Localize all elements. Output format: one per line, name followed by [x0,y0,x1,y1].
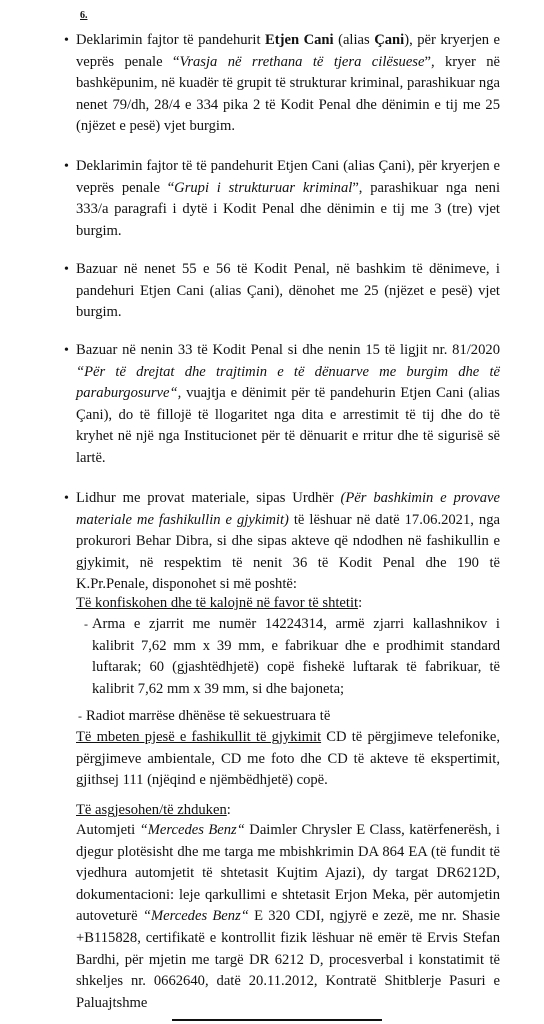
confiscation-heading: Të konfiskohen dhe të kalojnë në favor të shtetit: [76,595,363,611]
defendant-alias: Çani [374,32,405,48]
paragraph-destruction-items: Automjeti “Mercedes Benz“ Daimler Chrysler E Class, katërfenerësh, i djegur plotësisht dhe me targa me mbishkrimin DA 864 EA (të fundit të vjedhura automjetit të shtetasit Kujtim Ajazi), dy targat DR6212D, dokumentacioni: leje qarkullimi e shtetasit Erjon Meka, për automjetin autoveturë “Mercedes Benz“ E 320 CDI, ngjyrë e zezë, me nr. Shasie +B115828, certifikatë e kontrollit fizik lëshuar në emër të Ervis Stefan Bardhi, për mjetin me targë DR 6212 D, procesverbal i konstatimit të shkeljes nr. 0662640, datë 20.11.2012, Kontratë Shitblerje Pasuri e Paluajtshme [76,822,500,1011]
defendant-name: Etjen Cani [265,32,334,48]
order-title: (Për bashkimin e provave materiale me fashikullin e gjykimit) [76,490,500,528]
crime-title: Vrasja në rrethana të tjera cilësuese [179,53,425,70]
paragraph-material-evidence: • Lidhur me provat materiale, sipas Urdhër (Për bashkimin e provave materiale me fashikullin e gjykimit) të lëshuar në datë 17.06.2021, nga prokurori Behar Dibra, si dhe sipas akteve që ndodhen në fashikullin e gjykimit, në respektim të nenit 36 të Kodit Penal dhe 190 të K.Pr.Penale, disponohet si më poshtë: [64,490,500,593]
remain-in-file-heading: Të mbeten pjesë e fashikullit të gjykimit [76,729,322,745]
dash-icon: - [84,617,88,631]
bullet-icon: • [64,491,69,506]
bullet-icon: • [64,343,69,358]
law-title: “Për të drejtat dhe trajtimin e të dënuarve me burgim dhe të paraburgosurve“, [76,363,500,402]
crime-title: Grupi i strukturuar kriminal [174,179,353,196]
bottom-divider [172,1019,382,1021]
bullet-icon: • [64,262,69,277]
bullet-icon: • [64,159,69,174]
paragraph-sentence-execution: • Bazuar në nenin 33 të Kodit Penal si dhe nenin 15 të ligjit nr. 81/2020 “Për të drejtat dhe trajtimin e të dënuarve me burgim dhe të paraburgosurve“, vuajtja e dënimit për të pandehurin Etjen Cani (alias Çani), do të fillojë të llogaritet nga dita e arrestimit të tij dhe do të kryhet në një nga Institucionet për të dënuarit e rritur dhe të sigurisë së lartë. [64,342,500,466]
confiscated-radios-item: - Radiot marrëse dhënëse të sekuestruara të [86,706,500,728]
paragraph-remain-in-file: Të mbeten pjesë e fashikullit të gjykimit CD të përgjimeve telefonike, përgjimeve ambientale, CD me foto dhe CD të akteve të ekspertimit, gjithsej 111 (njëqind e njëmbëdhjetë) copë. [76,729,501,789]
vehicle-name: “Mercedes Benz“ [142,908,249,925]
bullet-icon: • [64,33,69,48]
paragraph-guilty-criminal-group: • Deklarimin fajtor të të pandehurit Etjen Cani (alias Çani), për kryerjen e veprës penale “Grupi i strukturuar kriminal”, parashikuar nga neni 333/a paragrafi i dytë i Kodit Penal dhe dënimin e tij me 3 (tre) vjet burgim. [64,158,501,239]
paragraph-guilty-murder: • Deklarimin fajtor të pandehurit Etjen Cani (alias Çani), për kryerjen e veprës penale “Vrasja në rrethana të tjera cilësuese”, kryer në bashkëpunim, në kuadër të grupit të strukturar kriminal, parashikuar nga nenet 79/dh, 28/4 e 334 pika 2 të Kodit Penal dhe dënimin e tij me 25 (njëzet e pesë) vjet burgim. [64,32,500,135]
confiscated-weapon-item: - Arma e zjarrit me numër 14224314, armë zjarri kallashnikov i kalibrit 7,62 mm x 39 mm, e fabrikuar dhe e prodhimit standard luftarak; 60 (gjashtëdhjetë) copë fishekë luftarak të fabrikuar, të kalibrit 7,62 mm x 39 mm, si dhe bajoneta; [84,616,500,697]
section-number: 6. [80,10,88,21]
paragraph-merged-sentence: • Bazuar në nenet 55 e 56 të Kodit Penal, në bashkim të dënimeve, i pandehuri Etjen Cani (alias Çani), dënohet me 25 (njëzet e pesë) vjet burgim. [64,261,500,321]
vehicle-name: “Mercedes Benz“ [139,822,245,838]
destruction-heading: Të asgjesohen/të zhduken: [76,802,231,818]
dash-icon: - [78,709,82,723]
